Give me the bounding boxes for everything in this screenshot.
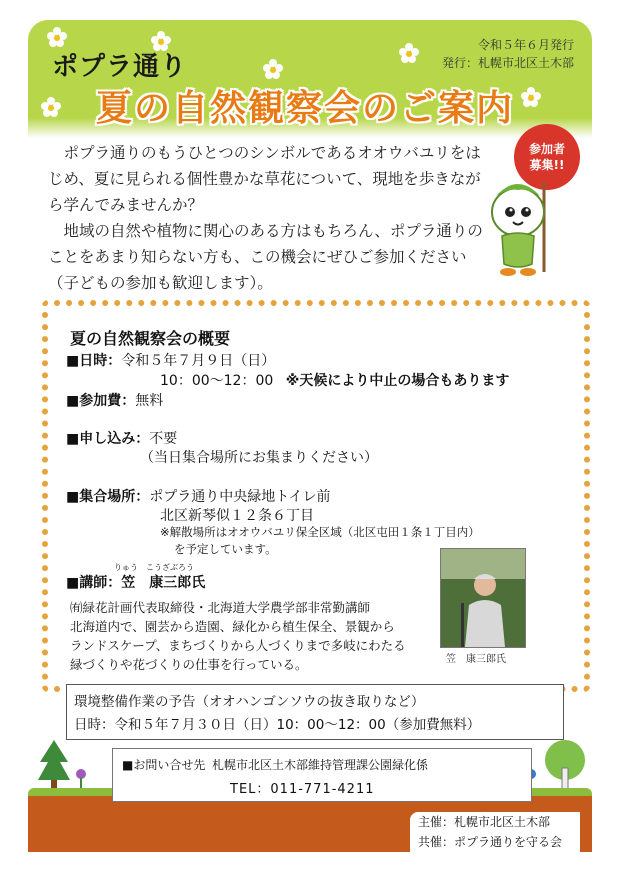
organizer: 主催：札幌市北区土木部	[418, 815, 551, 829]
meet-address: 北区新琴似１２条６丁目	[160, 508, 314, 524]
flower-icon	[46, 26, 68, 48]
lecturer-name: 笠 康三郎氏	[121, 575, 206, 591]
intro-text	[48, 140, 488, 296]
page-subtitle: ポプラ通り	[52, 52, 188, 82]
date-label: ■日時：	[66, 353, 122, 369]
fee-row	[66, 390, 163, 410]
issue-date: 令和５年６月発行	[477, 38, 574, 52]
flower-icon	[398, 42, 420, 64]
meet-label: ■集合場所：	[66, 489, 150, 505]
lecturer-ruby: りゅう こうざぶろう	[114, 563, 194, 572]
contact-label: ■お問い合せ先	[122, 758, 206, 772]
lecturer-bio: ランドスケープ、まちづくりから人づくりまで多岐にわたる	[70, 638, 406, 653]
page-title: 夏の自然観察会のご案内	[96, 88, 515, 129]
flower-icon	[40, 96, 62, 118]
lecturer-bio: 緑づくりや花づくりの仕事を行っている。	[70, 657, 308, 672]
dismiss-note: ※解散場所はオオウバユリ保全区域（北区屯田１条１丁目内）	[160, 525, 480, 539]
flower-icon	[520, 86, 542, 108]
apply-value: 不要	[149, 431, 178, 447]
work-preview-title: 環境整備作業の予告（オオハンゴンソウの抜き取りなど）	[74, 694, 425, 710]
issuer: 発行：札幌市北区土木部	[441, 56, 574, 70]
time-row	[160, 370, 509, 390]
apply-label: ■申し込み：	[66, 431, 150, 447]
meet-value: ポプラ通り中央緑地トイレ前	[149, 489, 331, 505]
apply-note: （当日集合場所にお集まりください）	[140, 450, 378, 466]
date-row	[66, 350, 275, 370]
lecturer-label: ■講師：	[66, 575, 122, 591]
contact-department: 札幌市北区土木部維持管理課公園緑化係	[212, 758, 429, 772]
time-value: 10：00～12：00	[160, 373, 274, 389]
date-value: 令和５年７月９日（日）	[121, 353, 276, 369]
cosponsor: 共催：ポプラ通りを守る会	[418, 835, 563, 849]
overview-title: 夏の自然観察会の概要	[70, 329, 231, 348]
weather-note: ※天候により中止の場合もあります	[285, 373, 510, 389]
work-preview-detail: 日時：令和５年７月３０日（日）10：00～12：00（参加費無料）	[74, 717, 481, 733]
intro-paragraph: 地域の自然や植物に関心のある方はもちろん、ポプラ通りのことをあまり知らない方も、この機会にぜひご参加ください（子どもの参加も歓迎します）。	[48, 222, 483, 292]
photo-caption: 笠 康三郎氏	[446, 654, 506, 665]
badge-line: 募集!!	[529, 158, 565, 172]
lecturer-photo	[440, 548, 526, 648]
badge-line: 参加者	[528, 142, 565, 156]
flower-icon	[262, 58, 284, 80]
lecturer-bio: ㈲緑花計画代表取締役・北海道大学農学部非常勤講師	[70, 600, 371, 615]
intro-paragraph: ポプラ通りのもうひとつのシンボルであるオオウバユリをはじめ、夏に見られる個性豊かな草花について、現地を歩きながら学んでみませんか？	[48, 144, 481, 214]
lecturer-bio: 北海道内で、園芸から造園、緑化から植生保全、景観から	[70, 619, 395, 634]
person-photo-illustration	[441, 549, 525, 647]
apply-row	[66, 428, 177, 448]
fee-value: 無料	[135, 393, 164, 409]
dismiss-note-cont: を予定しています。	[174, 542, 277, 556]
mascot-illustration	[486, 172, 562, 282]
fee-label: ■参加費：	[66, 393, 136, 409]
meet-row	[66, 486, 331, 506]
lecturer-row	[66, 572, 205, 592]
contact-phone: TEL：011-771-4211	[230, 782, 375, 797]
